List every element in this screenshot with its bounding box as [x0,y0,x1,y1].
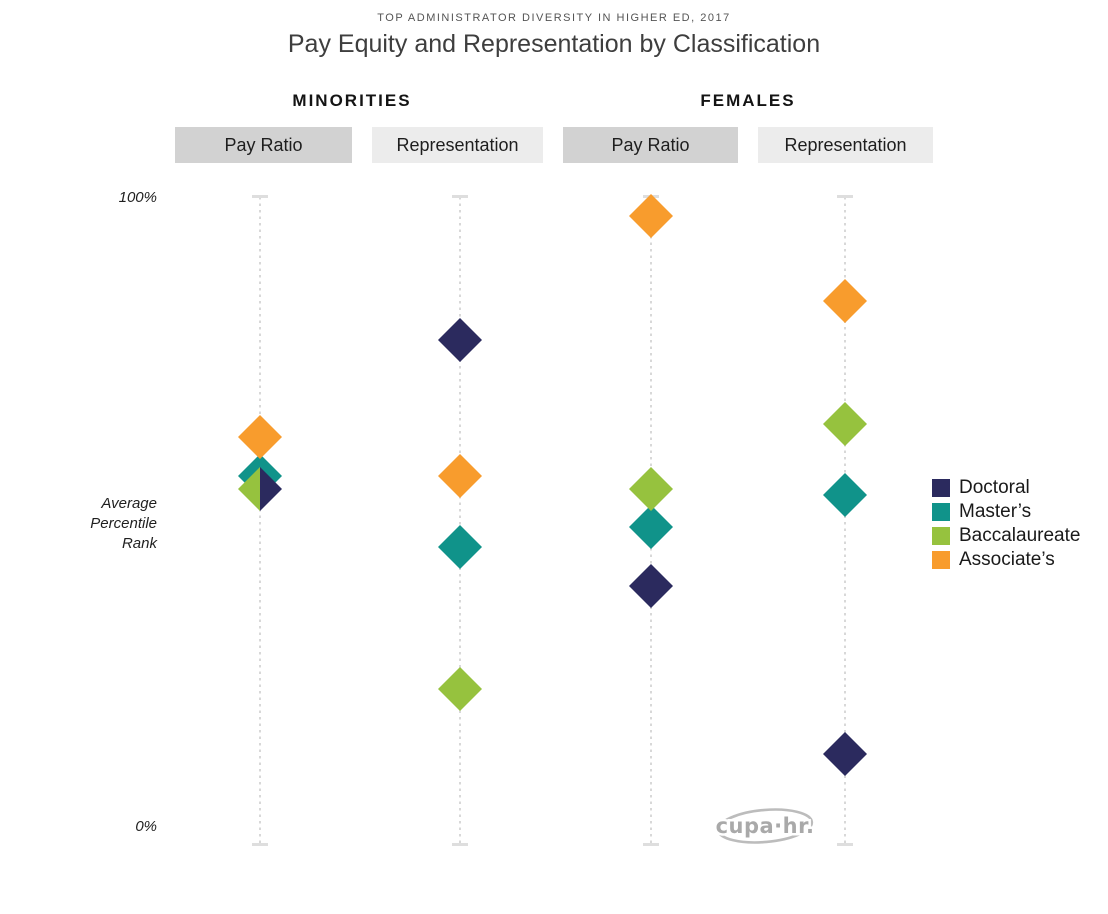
diamond-marker-females-payratio-baccalaureate [629,467,673,511]
column-header-females-representation: Representation [758,127,933,163]
diamond-marker-minorities-representation-masters [438,525,482,569]
legend-item-baccalaureate [932,524,1080,548]
legend-label-doctoral: Doctoral [959,477,1030,498]
diamond-marker-minorities-representation-associates [438,454,482,498]
diamond-marker-minorities-representation-associates-shape [438,454,482,498]
legend [932,476,1080,572]
column-header-females-pay-ratio: Pay Ratio [563,127,738,163]
group-label-minorities: MINORITIES [292,91,412,110]
axis-title-line-2: Percentile [90,515,157,532]
legend-swatch-doctoral [932,479,950,497]
diamond-marker-females-payratio-baccalaureate-shape [629,467,673,511]
diamond-marker-females-payratio-doctoral [629,564,673,608]
column-header-minorities-pay-ratio: Pay Ratio [175,127,352,163]
axis-top-tick-minorities-representation [452,195,468,198]
legend-swatch-masters [932,503,950,521]
legend-swatch-baccalaureate [932,527,950,545]
legend-label-associates: Associate’s [959,549,1055,570]
diamond-marker-females-representation-associates [823,279,867,323]
diamond-marker-minorities-payratio-associates-shape [238,415,282,459]
chart-supertitle: TOP ADMINISTRATOR DIVERSITY IN HIGHER ED, 2017 [377,12,731,24]
diamond-marker-females-payratio-masters [629,505,673,549]
chart-title: Pay Equity and Representation by Classification [287,30,821,58]
legend-item-doctoral [932,476,1080,500]
legend-label-masters: Master’s [959,501,1032,522]
axis-label-100: 100% [118,189,157,206]
diamond-marker-females-representation-doctoral-shape [823,732,867,776]
diamond-marker-females-representation-doctoral [823,732,867,776]
cupa-hr-logo [714,800,816,850]
diamond-marker-females-representation-masters-shape [823,473,867,517]
diamond-marker-females-representation-masters [823,473,867,517]
axis-bottom-tick-minorities-representation [452,843,468,846]
axis-line-minorities-payratio [259,197,261,845]
diamond-marker-minorities-representation-baccalaureate [438,667,482,711]
axis-bottom-tick-females-representation [837,843,853,846]
axis-line-minorities-representation [459,197,461,845]
diamond-marker-minorities-payratio-baccalaureate-doctoral [238,467,282,511]
axis-title-line-3: Rank [121,535,157,552]
diamond-marker-females-payratio-associates-shape [629,194,673,238]
diamond-marker-minorities-payratio-baccalaureate-doctoral-shape [238,467,260,511]
diamond-marker-minorities-representation-doctoral-shape [438,318,482,362]
diamond-marker-minorities-payratio-baccalaureate-doctoral-shape [260,467,282,511]
legend-item-associates [932,548,1080,572]
diamond-marker-females-payratio-doctoral-shape [629,564,673,608]
cupa-hr-logo-text: cupa·hr. [715,814,815,838]
axis-bottom-tick-females-payratio [643,843,659,846]
axis-title [60,494,157,554]
axis-label-0: 0% [135,818,157,835]
legend-label-baccalaureate: Baccalaureate [959,525,1081,546]
diamond-marker-females-representation-baccalaureate [823,402,867,446]
axis-top-tick-minorities-payratio [252,195,268,198]
diamond-marker-minorities-representation-masters-shape [438,525,482,569]
axis-top-tick-females-representation [837,195,853,198]
diamond-marker-minorities-representation-doctoral [438,318,482,362]
axis-bottom-tick-minorities-payratio [252,843,268,846]
group-label-females: FEMALES [700,91,796,110]
legend-item-masters [932,500,1080,524]
column-header-minorities-representation: Representation [372,127,543,163]
diamond-marker-minorities-payratio-associates [238,415,282,459]
diamond-marker-females-payratio-associates [629,194,673,238]
legend-swatch-associates [932,551,950,569]
diamond-marker-females-payratio-masters-shape [629,505,673,549]
diamond-marker-females-representation-associates-shape [823,279,867,323]
diamond-marker-minorities-representation-baccalaureate-shape [438,667,482,711]
diamond-marker-females-representation-baccalaureate-shape [823,402,867,446]
axis-title-line-1: Average [101,495,157,512]
